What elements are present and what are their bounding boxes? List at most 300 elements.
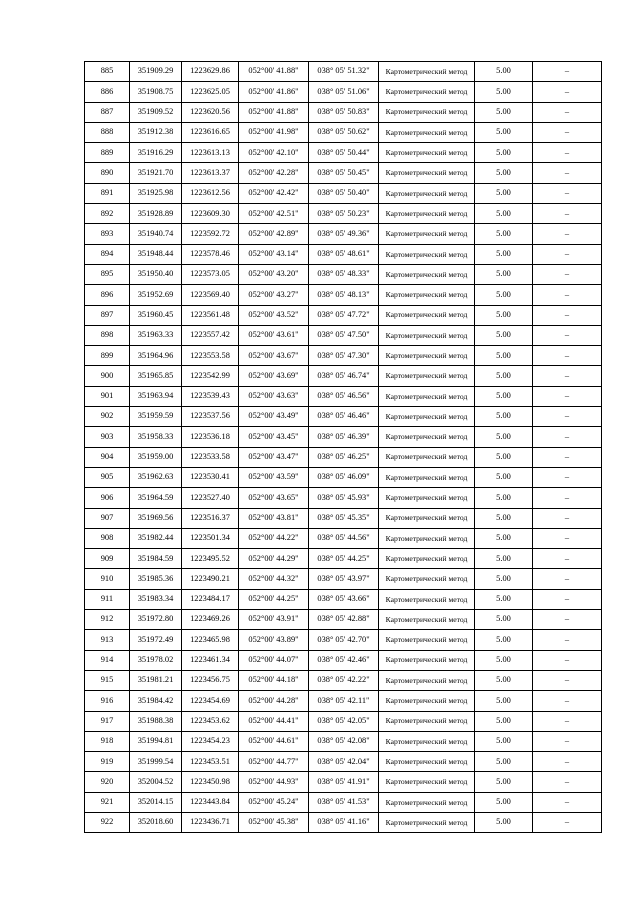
accuracy-cell: 5.00: [475, 508, 533, 528]
x-coordinate-cell: 351916.29: [130, 143, 182, 163]
table-row: [85, 386, 602, 406]
y-coordinate-cell: 1223536.18: [182, 427, 239, 447]
longitude-cell: 038° 05' 41.53": [309, 792, 379, 812]
note-cell: –: [533, 589, 602, 609]
table-row: [85, 812, 602, 832]
method-cell: Картометрический метод: [379, 163, 475, 183]
note-cell: –: [533, 346, 602, 366]
x-coordinate-cell: 351959.59: [130, 407, 182, 427]
x-coordinate-cell: 352004.52: [130, 772, 182, 792]
latitude-cell: 052°00' 44.32": [239, 569, 309, 589]
table-row: [85, 772, 602, 792]
table-row: [85, 650, 602, 670]
method-cell: Картометрический метод: [379, 244, 475, 264]
method-cell: Картометрический метод: [379, 325, 475, 345]
note-cell: –: [533, 407, 602, 427]
accuracy-cell: 5.00: [475, 386, 533, 406]
y-coordinate-cell: 1223469.26: [182, 610, 239, 630]
x-coordinate-cell: 351962.63: [130, 467, 182, 487]
point-number-cell: 909: [85, 549, 130, 569]
table-row: [85, 508, 602, 528]
point-number-cell: 919: [85, 752, 130, 772]
x-coordinate-cell: 351983.34: [130, 589, 182, 609]
longitude-cell: 038° 05' 46.46": [309, 407, 379, 427]
method-cell: Картометрический метод: [379, 752, 475, 772]
note-cell: –: [533, 183, 602, 203]
note-cell: –: [533, 610, 602, 630]
accuracy-cell: 5.00: [475, 711, 533, 731]
longitude-cell: 038° 05' 48.61": [309, 244, 379, 264]
latitude-cell: 052°00' 42.89": [239, 224, 309, 244]
latitude-cell: 052°00' 43.47": [239, 447, 309, 467]
table-row: [85, 610, 602, 630]
note-cell: –: [533, 82, 602, 102]
table-row: [85, 204, 602, 224]
latitude-cell: 052°00' 45.38": [239, 812, 309, 832]
method-cell: Картометрический метод: [379, 122, 475, 142]
table-row: [85, 163, 602, 183]
y-coordinate-cell: 1223553.58: [182, 346, 239, 366]
latitude-cell: 052°00' 43.52": [239, 305, 309, 325]
table-row: [85, 731, 602, 751]
longitude-cell: 038° 05' 48.13": [309, 285, 379, 305]
accuracy-cell: 5.00: [475, 650, 533, 670]
accuracy-cell: 5.00: [475, 670, 533, 690]
coordinates-table: [84, 61, 602, 833]
longitude-cell: 038° 05' 42.04": [309, 752, 379, 772]
x-coordinate-cell: 351960.45: [130, 305, 182, 325]
latitude-cell: 052°00' 42.51": [239, 204, 309, 224]
note-cell: –: [533, 792, 602, 812]
note-cell: –: [533, 325, 602, 345]
y-coordinate-cell: 1223501.34: [182, 528, 239, 548]
latitude-cell: 052°00' 43.61": [239, 325, 309, 345]
point-number-cell: 920: [85, 772, 130, 792]
x-coordinate-cell: 351984.42: [130, 691, 182, 711]
method-cell: Картометрический метод: [379, 62, 475, 82]
x-coordinate-cell: 351994.81: [130, 731, 182, 751]
longitude-cell: 038° 05' 47.72": [309, 305, 379, 325]
table-row: [85, 285, 602, 305]
note-cell: –: [533, 427, 602, 447]
x-coordinate-cell: 351925.98: [130, 183, 182, 203]
x-coordinate-cell: 351921.70: [130, 163, 182, 183]
table-row: [85, 670, 602, 690]
latitude-cell: 052°00' 44.28": [239, 691, 309, 711]
note-cell: –: [533, 447, 602, 467]
note-cell: –: [533, 731, 602, 751]
note-cell: –: [533, 386, 602, 406]
note-cell: –: [533, 244, 602, 264]
point-number-cell: 899: [85, 346, 130, 366]
note-cell: –: [533, 549, 602, 569]
point-number-cell: 913: [85, 630, 130, 650]
accuracy-cell: 5.00: [475, 772, 533, 792]
longitude-cell: 038° 05' 47.50": [309, 325, 379, 345]
table-row: [85, 427, 602, 447]
y-coordinate-cell: 1223530.41: [182, 467, 239, 487]
y-coordinate-cell: 1223629.86: [182, 62, 239, 82]
latitude-cell: 052°00' 41.88": [239, 102, 309, 122]
y-coordinate-cell: 1223557.42: [182, 325, 239, 345]
point-number-cell: 902: [85, 407, 130, 427]
y-coordinate-cell: 1223613.13: [182, 143, 239, 163]
table-row: [85, 82, 602, 102]
note-cell: –: [533, 488, 602, 508]
longitude-cell: 038° 05' 42.22": [309, 670, 379, 690]
table-row: [85, 183, 602, 203]
method-cell: Картометрический метод: [379, 467, 475, 487]
x-coordinate-cell: 351984.59: [130, 549, 182, 569]
longitude-cell: 038° 05' 49.36": [309, 224, 379, 244]
point-number-cell: 904: [85, 447, 130, 467]
note-cell: –: [533, 467, 602, 487]
table-row: [85, 691, 602, 711]
x-coordinate-cell: 351978.02: [130, 650, 182, 670]
method-cell: Картометрический метод: [379, 82, 475, 102]
longitude-cell: 038° 05' 43.66": [309, 589, 379, 609]
note-cell: –: [533, 163, 602, 183]
accuracy-cell: 5.00: [475, 447, 533, 467]
y-coordinate-cell: 1223620.56: [182, 102, 239, 122]
point-number-cell: 908: [85, 528, 130, 548]
note-cell: –: [533, 569, 602, 589]
accuracy-cell: 5.00: [475, 610, 533, 630]
point-number-cell: 891: [85, 183, 130, 203]
method-cell: Картометрический метод: [379, 508, 475, 528]
table-row: [85, 366, 602, 386]
longitude-cell: 038° 05' 50.44": [309, 143, 379, 163]
point-number-cell: 903: [85, 427, 130, 447]
accuracy-cell: 5.00: [475, 62, 533, 82]
latitude-cell: 052°00' 41.98": [239, 122, 309, 142]
method-cell: Картометрический метод: [379, 630, 475, 650]
longitude-cell: 038° 05' 47.30": [309, 346, 379, 366]
y-coordinate-cell: 1223450.98: [182, 772, 239, 792]
latitude-cell: 052°00' 43.67": [239, 346, 309, 366]
x-coordinate-cell: 351982.44: [130, 528, 182, 548]
x-coordinate-cell: 351965.85: [130, 366, 182, 386]
y-coordinate-cell: 1223625.05: [182, 82, 239, 102]
accuracy-cell: 5.00: [475, 731, 533, 751]
point-number-cell: 917: [85, 711, 130, 731]
method-cell: Картометрический метод: [379, 204, 475, 224]
x-coordinate-cell: 351912.38: [130, 122, 182, 142]
y-coordinate-cell: 1223453.62: [182, 711, 239, 731]
y-coordinate-cell: 1223456.75: [182, 670, 239, 690]
table-row: [85, 143, 602, 163]
note-cell: –: [533, 102, 602, 122]
longitude-cell: 038° 05' 50.62": [309, 122, 379, 142]
method-cell: Картометрический метод: [379, 183, 475, 203]
point-number-cell: 887: [85, 102, 130, 122]
note-cell: –: [533, 264, 602, 284]
method-cell: Картометрический метод: [379, 812, 475, 832]
table-row: [85, 467, 602, 487]
point-number-cell: 892: [85, 204, 130, 224]
method-cell: Картометрический метод: [379, 285, 475, 305]
latitude-cell: 052°00' 43.69": [239, 366, 309, 386]
point-number-cell: 912: [85, 610, 130, 630]
table-body: [85, 62, 602, 833]
longitude-cell: 038° 05' 46.09": [309, 467, 379, 487]
latitude-cell: 052°00' 44.29": [239, 549, 309, 569]
x-coordinate-cell: 351948.44: [130, 244, 182, 264]
y-coordinate-cell: 1223561.48: [182, 305, 239, 325]
point-number-cell: 910: [85, 569, 130, 589]
table-row: [85, 447, 602, 467]
latitude-cell: 052°00' 44.18": [239, 670, 309, 690]
longitude-cell: 038° 05' 42.46": [309, 650, 379, 670]
accuracy-cell: 5.00: [475, 224, 533, 244]
accuracy-cell: 5.00: [475, 528, 533, 548]
latitude-cell: 052°00' 44.07": [239, 650, 309, 670]
method-cell: Картометрический метод: [379, 366, 475, 386]
point-number-cell: 885: [85, 62, 130, 82]
longitude-cell: 038° 05' 46.74": [309, 366, 379, 386]
y-coordinate-cell: 1223436.71: [182, 812, 239, 832]
method-cell: Картометрический метод: [379, 569, 475, 589]
accuracy-cell: 5.00: [475, 488, 533, 508]
latitude-cell: 052°00' 44.25": [239, 589, 309, 609]
longitude-cell: 038° 05' 45.35": [309, 508, 379, 528]
longitude-cell: 038° 05' 50.45": [309, 163, 379, 183]
method-cell: Картометрический метод: [379, 711, 475, 731]
longitude-cell: 038° 05' 50.40": [309, 183, 379, 203]
method-cell: Картометрический метод: [379, 670, 475, 690]
method-cell: Картометрический метод: [379, 650, 475, 670]
y-coordinate-cell: 1223527.40: [182, 488, 239, 508]
x-coordinate-cell: 351964.59: [130, 488, 182, 508]
x-coordinate-cell: 351909.29: [130, 62, 182, 82]
x-coordinate-cell: 351958.33: [130, 427, 182, 447]
accuracy-cell: 5.00: [475, 407, 533, 427]
point-number-cell: 922: [85, 812, 130, 832]
method-cell: Картометрический метод: [379, 488, 475, 508]
accuracy-cell: 5.00: [475, 183, 533, 203]
accuracy-cell: 5.00: [475, 346, 533, 366]
method-cell: Картометрический метод: [379, 772, 475, 792]
longitude-cell: 038° 05' 41.16": [309, 812, 379, 832]
x-coordinate-cell: 351928.89: [130, 204, 182, 224]
method-cell: Картометрический метод: [379, 589, 475, 609]
point-number-cell: 893: [85, 224, 130, 244]
y-coordinate-cell: 1223495.52: [182, 549, 239, 569]
longitude-cell: 038° 05' 50.83": [309, 102, 379, 122]
table-row: [85, 630, 602, 650]
point-number-cell: 894: [85, 244, 130, 264]
longitude-cell: 038° 05' 42.08": [309, 731, 379, 751]
point-number-cell: 888: [85, 122, 130, 142]
x-coordinate-cell: 351908.75: [130, 82, 182, 102]
method-cell: Картометрический метод: [379, 427, 475, 447]
method-cell: Картометрический метод: [379, 528, 475, 548]
table-row: [85, 752, 602, 772]
x-coordinate-cell: 351969.56: [130, 508, 182, 528]
point-number-cell: 907: [85, 508, 130, 528]
longitude-cell: 038° 05' 46.56": [309, 386, 379, 406]
note-cell: –: [533, 224, 602, 244]
y-coordinate-cell: 1223516.37: [182, 508, 239, 528]
point-number-cell: 896: [85, 285, 130, 305]
accuracy-cell: 5.00: [475, 143, 533, 163]
note-cell: –: [533, 812, 602, 832]
point-number-cell: 901: [85, 386, 130, 406]
longitude-cell: 038° 05' 50.23": [309, 204, 379, 224]
point-number-cell: 897: [85, 305, 130, 325]
point-number-cell: 890: [85, 163, 130, 183]
accuracy-cell: 5.00: [475, 82, 533, 102]
y-coordinate-cell: 1223609.30: [182, 204, 239, 224]
method-cell: Картометрический метод: [379, 610, 475, 630]
accuracy-cell: 5.00: [475, 589, 533, 609]
accuracy-cell: 5.00: [475, 630, 533, 650]
x-coordinate-cell: 351988.38: [130, 711, 182, 731]
accuracy-cell: 5.00: [475, 691, 533, 711]
note-cell: –: [533, 143, 602, 163]
point-number-cell: 889: [85, 143, 130, 163]
note-cell: –: [533, 752, 602, 772]
y-coordinate-cell: 1223465.98: [182, 630, 239, 650]
table-row: [85, 589, 602, 609]
x-coordinate-cell: 351909.52: [130, 102, 182, 122]
point-number-cell: 916: [85, 691, 130, 711]
point-number-cell: 898: [85, 325, 130, 345]
y-coordinate-cell: 1223443.84: [182, 792, 239, 812]
accuracy-cell: 5.00: [475, 122, 533, 142]
point-number-cell: 886: [85, 82, 130, 102]
y-coordinate-cell: 1223454.69: [182, 691, 239, 711]
accuracy-cell: 5.00: [475, 752, 533, 772]
table-row: [85, 569, 602, 589]
latitude-cell: 052°00' 44.77": [239, 752, 309, 772]
table-row: [85, 224, 602, 244]
longitude-cell: 038° 05' 44.25": [309, 549, 379, 569]
y-coordinate-cell: 1223490.21: [182, 569, 239, 589]
x-coordinate-cell: 351981.21: [130, 670, 182, 690]
accuracy-cell: 5.00: [475, 569, 533, 589]
point-number-cell: 900: [85, 366, 130, 386]
x-coordinate-cell: 351952.69: [130, 285, 182, 305]
method-cell: Картометрический метод: [379, 346, 475, 366]
latitude-cell: 052°00' 41.86": [239, 82, 309, 102]
table-row: [85, 264, 602, 284]
x-coordinate-cell: 351964.96: [130, 346, 182, 366]
table-row: [85, 244, 602, 264]
latitude-cell: 052°00' 43.49": [239, 407, 309, 427]
y-coordinate-cell: 1223539.43: [182, 386, 239, 406]
accuracy-cell: 5.00: [475, 264, 533, 284]
x-coordinate-cell: 352018.60: [130, 812, 182, 832]
note-cell: –: [533, 772, 602, 792]
longitude-cell: 038° 05' 44.56": [309, 528, 379, 548]
method-cell: Картометрический метод: [379, 305, 475, 325]
accuracy-cell: 5.00: [475, 244, 533, 264]
table-row: [85, 346, 602, 366]
y-coordinate-cell: 1223569.40: [182, 285, 239, 305]
x-coordinate-cell: 351940.74: [130, 224, 182, 244]
latitude-cell: 052°00' 43.27": [239, 285, 309, 305]
latitude-cell: 052°00' 43.63": [239, 386, 309, 406]
note-cell: –: [533, 630, 602, 650]
longitude-cell: 038° 05' 42.70": [309, 630, 379, 650]
table-row: [85, 325, 602, 345]
longitude-cell: 038° 05' 42.05": [309, 711, 379, 731]
table-row: [85, 711, 602, 731]
table-row: [85, 488, 602, 508]
point-number-cell: 905: [85, 467, 130, 487]
point-number-cell: 915: [85, 670, 130, 690]
table-row: [85, 305, 602, 325]
latitude-cell: 052°00' 43.81": [239, 508, 309, 528]
y-coordinate-cell: 1223616.65: [182, 122, 239, 142]
method-cell: Картометрический метод: [379, 224, 475, 244]
method-cell: Картометрический метод: [379, 264, 475, 284]
y-coordinate-cell: 1223533.58: [182, 447, 239, 467]
y-coordinate-cell: 1223592.72: [182, 224, 239, 244]
x-coordinate-cell: 351972.80: [130, 610, 182, 630]
x-coordinate-cell: 351963.94: [130, 386, 182, 406]
accuracy-cell: 5.00: [475, 366, 533, 386]
y-coordinate-cell: 1223454.23: [182, 731, 239, 751]
table-row: [85, 62, 602, 82]
latitude-cell: 052°00' 41.88": [239, 62, 309, 82]
longitude-cell: 038° 05' 42.88": [309, 610, 379, 630]
accuracy-cell: 5.00: [475, 549, 533, 569]
method-cell: Картометрический метод: [379, 691, 475, 711]
method-cell: Картометрический метод: [379, 731, 475, 751]
note-cell: –: [533, 122, 602, 142]
note-cell: –: [533, 305, 602, 325]
accuracy-cell: 5.00: [475, 204, 533, 224]
point-number-cell: 914: [85, 650, 130, 670]
note-cell: –: [533, 508, 602, 528]
accuracy-cell: 5.00: [475, 163, 533, 183]
latitude-cell: 052°00' 43.65": [239, 488, 309, 508]
latitude-cell: 052°00' 42.28": [239, 163, 309, 183]
table-row: [85, 792, 602, 812]
longitude-cell: 038° 05' 42.11": [309, 691, 379, 711]
accuracy-cell: 5.00: [475, 285, 533, 305]
longitude-cell: 038° 05' 43.97": [309, 569, 379, 589]
accuracy-cell: 5.00: [475, 305, 533, 325]
x-coordinate-cell: 351963.33: [130, 325, 182, 345]
method-cell: Картометрический метод: [379, 407, 475, 427]
latitude-cell: 052°00' 44.93": [239, 772, 309, 792]
longitude-cell: 038° 05' 48.33": [309, 264, 379, 284]
latitude-cell: 052°00' 44.41": [239, 711, 309, 731]
latitude-cell: 052°00' 43.20": [239, 264, 309, 284]
latitude-cell: 052°00' 44.61": [239, 731, 309, 751]
longitude-cell: 038° 05' 41.91": [309, 772, 379, 792]
accuracy-cell: 5.00: [475, 325, 533, 345]
latitude-cell: 052°00' 43.91": [239, 610, 309, 630]
note-cell: –: [533, 285, 602, 305]
note-cell: –: [533, 711, 602, 731]
note-cell: –: [533, 62, 602, 82]
longitude-cell: 038° 05' 51.06": [309, 82, 379, 102]
method-cell: Картометрический метод: [379, 549, 475, 569]
latitude-cell: 052°00' 43.14": [239, 244, 309, 264]
method-cell: Картометрический метод: [379, 102, 475, 122]
x-coordinate-cell: 351972.49: [130, 630, 182, 650]
table-row: [85, 528, 602, 548]
method-cell: Картометрический метод: [379, 386, 475, 406]
note-cell: –: [533, 366, 602, 386]
accuracy-cell: 5.00: [475, 102, 533, 122]
latitude-cell: 052°00' 43.89": [239, 630, 309, 650]
note-cell: –: [533, 670, 602, 690]
